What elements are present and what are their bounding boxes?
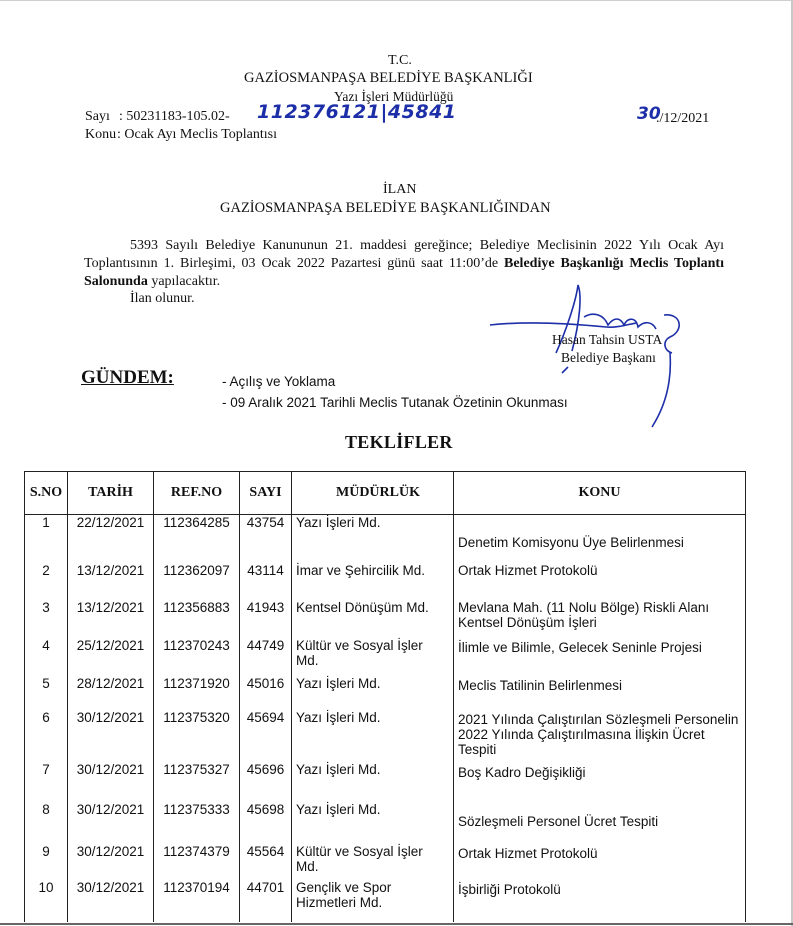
cell-konu: Ortak Hizmet Protokolü — [454, 840, 746, 878]
col-mudurluk: MÜDÜRLÜK — [292, 472, 454, 515]
cell-refno: 112375320 — [154, 708, 240, 762]
cell-sno: 3 — [25, 600, 68, 636]
date-handwritten: 30 — [637, 104, 661, 124]
cell-tarih: 28/12/2021 — [68, 674, 154, 708]
cell-konu: Boş Kadro Değişikliği — [454, 762, 746, 802]
cell-refno: 112375333 — [154, 802, 240, 840]
sayi-handwritten: 112376121|45841 — [257, 101, 457, 123]
ilan-body-bold: Belediye Başkanlığı Meclis Toplantı Salonunda — [84, 256, 724, 289]
cell-sayi: 45016 — [240, 674, 292, 708]
table-row — [25, 674, 746, 708]
table-row — [25, 515, 746, 563]
cell-mudurluk: İmar ve Şehircilik Md. — [292, 563, 454, 600]
sayi-label: Sayı — [85, 109, 110, 124]
cell-sno: 7 — [25, 762, 68, 802]
table-row — [25, 878, 746, 922]
cell-konu: Sözleşmeli Personel Ücret Tespiti — [454, 802, 746, 840]
cell-refno: 112375327 — [154, 762, 240, 802]
cell-tarih: 30/12/2021 — [68, 878, 154, 922]
gundem-item-1: - Açılış ve Yoklama — [222, 374, 336, 389]
cell-mudurluk: Yazı İşleri Md. — [292, 515, 454, 563]
cell-konu: Denetim Komisyonu Üye Belirlenmesi — [454, 515, 746, 563]
cell-sayi: 43114 — [240, 563, 292, 600]
cell-sno: 10 — [25, 878, 68, 922]
ilan-title: İLAN — [383, 182, 417, 197]
date-printed: ./12/2021 — [656, 111, 710, 126]
cell-konu: İlimle ve Bilimle, Gelecek Seninle Projesi — [454, 636, 746, 674]
col-sno: S.NO — [25, 472, 68, 515]
cell-tarih: 30/12/2021 — [68, 802, 154, 840]
teklifler-title: TEKLİFLER — [345, 432, 453, 452]
cell-tarih: 30/12/2021 — [68, 762, 154, 802]
cell-sno: 8 — [25, 802, 68, 840]
cell-mudurluk: Yazı İşleri Md. — [292, 802, 454, 840]
gundem-title: GÜNDEM: — [81, 367, 174, 388]
ilan-body-end: yapılacaktır. — [147, 274, 221, 289]
cell-mudurluk: Kültür ve Sosyal İşler Md. — [292, 636, 454, 674]
cell-sno: 4 — [25, 636, 68, 674]
cell-tarih: 25/12/2021 — [68, 636, 154, 674]
cell-sno: 6 — [25, 708, 68, 762]
teklifler-table — [24, 471, 746, 922]
cell-mudurluk: Yazı İşleri Md. — [292, 762, 454, 802]
konu-value: : Ocak Ayı Meclis Toplantısı — [117, 127, 278, 142]
cell-sayi: 45698 — [240, 802, 292, 840]
cell-sayi: 44749 — [240, 636, 292, 674]
konu-label: Konu — [85, 127, 117, 142]
cell-mudurluk: Yazı İşleri Md. — [292, 708, 454, 762]
table-row — [25, 563, 746, 600]
ilan-subtitle: GAZİOSMANPAŞA BELEDİYE BAŞKANLIĞINDAN — [220, 200, 551, 216]
page-bottom-line — [0, 923, 793, 925]
cell-refno: 112364285 — [154, 515, 240, 563]
cell-tarih: 13/12/2021 — [68, 600, 154, 636]
cell-tarih: 30/12/2021 — [68, 708, 154, 762]
cell-sayi: 45696 — [240, 762, 292, 802]
cell-sayi: 45564 — [240, 840, 292, 878]
cell-refno: 112374379 — [154, 840, 240, 878]
col-tarih: TARİH — [68, 472, 154, 515]
cell-mudurluk: Kentsel Dönüşüm Md. — [292, 600, 454, 636]
cell-sno: 9 — [25, 840, 68, 878]
col-refno: REF.NO — [154, 472, 240, 515]
cell-refno: 112371920 — [154, 674, 240, 708]
table-row — [25, 600, 746, 636]
table-row — [25, 708, 746, 762]
cell-refno: 112362097 — [154, 563, 240, 600]
cell-sno: 2 — [25, 563, 68, 600]
cell-konu: Mevlana Mah. (11 Nolu Bölge) Riskli Alanı Kentsel Dönüşüm İşleri — [454, 600, 746, 636]
table-row — [25, 802, 746, 840]
cell-tarih: 13/12/2021 — [68, 563, 154, 600]
ilan-closing: İlan olunur. — [130, 291, 195, 306]
cell-konu: İşbirliği Protokolü — [454, 878, 746, 922]
table-row — [25, 636, 746, 674]
cell-mudurluk: Kültür ve Sosyal İşler Md. — [292, 840, 454, 878]
cell-konu: Meclis Tatilinin Belirlenmesi — [454, 674, 746, 708]
cell-konu: Ortak Hizmet Protokolü — [454, 563, 746, 600]
cell-sayi: 44701 — [240, 878, 292, 922]
cell-mudurluk: Yazı İşleri Md. — [292, 674, 454, 708]
signature-title: Belediye Başkanı — [561, 350, 656, 365]
cell-sno: 5 — [25, 674, 68, 708]
cell-mudurluk: Gençlik ve Spor Hizmetleri Md. — [292, 878, 454, 922]
header-tc: T.C. — [388, 53, 412, 68]
cell-tarih: 22/12/2021 — [68, 515, 154, 563]
cell-sayi: 45694 — [240, 708, 292, 762]
signature-name: Hasan Tahsin USTA — [552, 332, 663, 347]
cell-sno: 1 — [25, 515, 68, 563]
cell-refno: 112356883 — [154, 600, 240, 636]
cell-tarih: 30/12/2021 — [68, 840, 154, 878]
table-header-row — [25, 472, 746, 515]
header-department: Yazı İşleri Müdürlüğü — [334, 89, 454, 104]
cell-sayi: 41943 — [240, 600, 292, 636]
table-row — [25, 762, 746, 802]
cell-sayi: 43754 — [240, 515, 292, 563]
table-row — [25, 840, 746, 878]
sayi-value: : 50231183-105.02- — [119, 109, 230, 124]
ilan-body-plain: 5393 Sayılı Belediye Kanununun 21. maddesi gereğince; Belediye Meclisinin 2022 Yılı Ocak Ayı Toplantısının 1. Birleşimi, 03 Ocak 2022 Pazartesi günü saat 11:00’de — [84, 238, 724, 271]
col-konu: KONU — [454, 472, 746, 515]
gundem-item-2: - 09 Aralık 2021 Tarihli Meclis Tutanak Özetinin Okunması — [222, 395, 568, 410]
cell-konu: 2021 Yılında Çalıştırılan Sözleşmeli Personelin 2022 Yılında Çalıştırılmasına İlişkin Ücret Tespiti — [454, 708, 746, 762]
cell-refno: 112370194 — [154, 878, 240, 922]
cell-refno: 112370243 — [154, 636, 240, 674]
col-sayi: SAYI — [240, 472, 292, 515]
header-municipality: GAZİOSMANPAŞA BELEDİYE BAŞKANLIĞI — [244, 70, 533, 86]
